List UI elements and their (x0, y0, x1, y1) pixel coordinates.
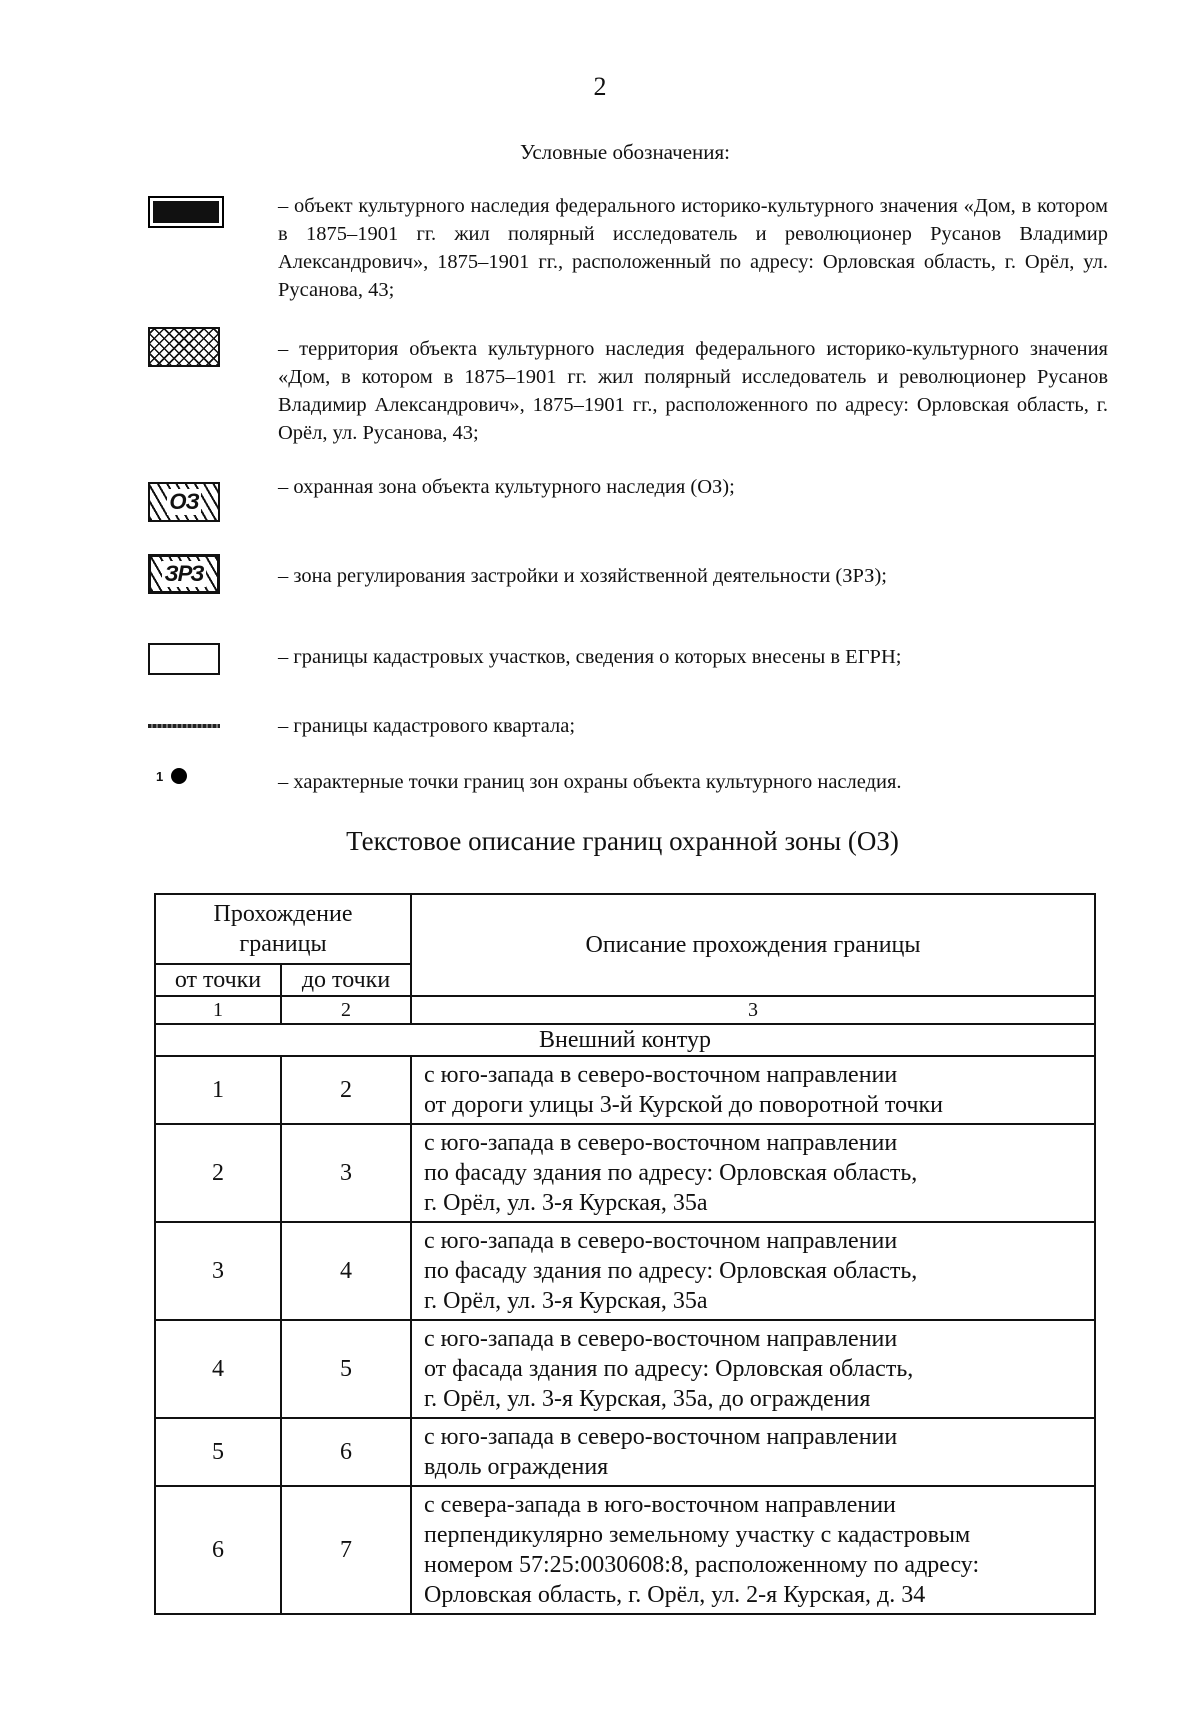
to-point: 2 (281, 1056, 411, 1124)
zrz-zone-icon (148, 554, 220, 594)
to-point: 6 (281, 1418, 411, 1486)
legend-text: – границы кадастрового квартала; (278, 715, 576, 737)
description-line: по фасаду здания по адресу: Орловская область, (424, 1160, 918, 1186)
description-line: г. Орёл, ул. 3-я Курская, 35а, до ограждения (424, 1386, 871, 1412)
from-point: 3 (155, 1222, 281, 1320)
description-line: с юго-запада в северо-восточном направлении (424, 1228, 898, 1254)
legend-title: Условные обозначения: (519, 140, 731, 164)
row-description (411, 1124, 1095, 1222)
building-object-icon (148, 196, 224, 228)
description-line: по фасаду здания по адресу: Орловская область, (424, 1258, 918, 1284)
legend-text: – территория объекта культурного наследия федерального историко-культурного значения «Дом, в котором в 1875–1901 гг. жил полярный исследователь и революционер Русанов Владимир Александрович», 1875–1901 гг., расположенного по адресу: Орловская область, г. Орёл, ул. Русанова, 43; (278, 338, 1108, 444)
legend-text: – характерные точки границ зон охраны объекта культурного наследия. (278, 771, 902, 793)
description-line: с юго-запада в северо-восточном направлении (424, 1130, 898, 1156)
page-number: 2 (593, 72, 607, 101)
legend-text: – границы кадастровых участков, сведения о которых внесены в ЕГРН; (278, 646, 902, 668)
to-point: 5 (281, 1320, 411, 1418)
header-to: до точки (281, 964, 411, 996)
description-line: г. Орёл, ул. 3-я Курская, 35а (424, 1190, 708, 1216)
table-row (155, 1124, 1095, 1222)
table-row (155, 1320, 1095, 1418)
row-description (411, 1222, 1095, 1320)
table-row (155, 1486, 1095, 1614)
to-point: 4 (281, 1222, 411, 1320)
description-line: с юго-запада в северо-восточном направлении (424, 1326, 898, 1352)
from-point: 6 (155, 1486, 281, 1614)
row-description (411, 1056, 1095, 1124)
legend-text: – объект культурного наследия федерального историко-культурного значения «Дом, в котором в 1875–1901 гг. жил полярный исследователь и революционер Русанов Владимир Александрович», 1875–1901 гг., расположенный по адресу: Орловская область, г. Орёл, ул. Русанова, 43; (278, 195, 1108, 301)
row-description (411, 1486, 1095, 1614)
from-point: 1 (155, 1056, 281, 1124)
description-line: вдоль ограждения (424, 1454, 609, 1480)
from-point: 5 (155, 1418, 281, 1486)
legend-text: – охранная зона объекта культурного наследия (ОЗ); (278, 476, 735, 498)
table-row (155, 1418, 1095, 1486)
cadastral-border-icon (148, 643, 220, 675)
table-title: Текстовое описание границ охранной зоны (ОЗ) (346, 826, 899, 856)
description-line: номером 57:25:0030608:8, расположенному по адресу: (424, 1552, 980, 1578)
section-title: Внешний контур (155, 1024, 1095, 1056)
description-line: перпендикулярно земельному участку с кадастровым (424, 1522, 971, 1548)
legend-text: – зона регулирования застройки и хозяйственной деятельности (ЗРЗ); (278, 565, 887, 587)
table-row (155, 1222, 1095, 1320)
description-line: г. Орёл, ул. 3-я Курская, 35а (424, 1288, 708, 1314)
from-point: 4 (155, 1320, 281, 1418)
to-point: 3 (281, 1124, 411, 1222)
to-point: 7 (281, 1486, 411, 1614)
description-line: с севера-запада в юго-восточном направлении (424, 1492, 896, 1518)
point-dot-icon (171, 768, 187, 784)
territory-hatch-icon (148, 327, 220, 367)
column-number: 2 (281, 996, 411, 1024)
header-from: от точки (155, 964, 281, 996)
row-description (411, 1320, 1095, 1418)
zrz-zone-label: ЗРЗ (164, 561, 204, 586)
description-line: от дороги улицы 3-й Курской до поворотной точки (424, 1092, 943, 1118)
oz-zone-label: ОЗ (169, 489, 199, 514)
description-line: от фасада здания по адресу: Орловская область, (424, 1356, 914, 1382)
point-number: 1 (156, 768, 164, 784)
cadastral-quarter-line-icon (148, 724, 220, 728)
characteristic-point-icon (156, 768, 187, 784)
boundary-table (154, 893, 1096, 1615)
header-passage: Прохождение границы (155, 894, 411, 964)
column-number: 3 (411, 996, 1095, 1024)
from-point: 2 (155, 1124, 281, 1222)
oz-zone-icon (148, 482, 220, 522)
description-line: с юго-запада в северо-восточном направлении (424, 1424, 898, 1450)
column-number: 1 (155, 996, 281, 1024)
table-row (155, 1056, 1095, 1124)
description-line: Орловская область, г. Орёл, ул. 2-я Курская, д. 34 (424, 1582, 926, 1608)
header-description: Описание прохождения границы (411, 894, 1095, 996)
row-description (411, 1418, 1095, 1486)
description-line: с юго-запада в северо-восточном направлении (424, 1062, 898, 1088)
